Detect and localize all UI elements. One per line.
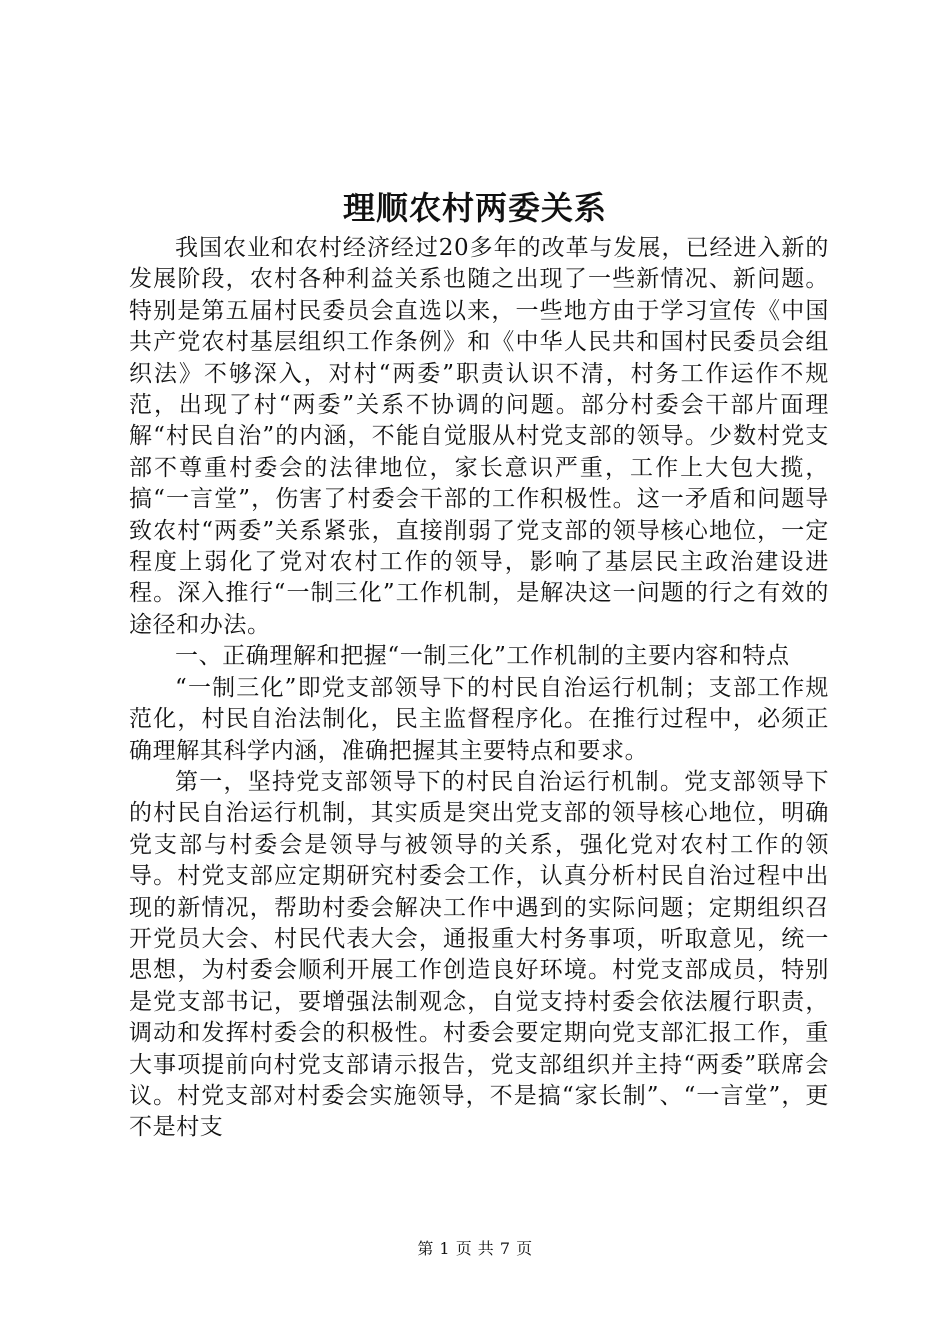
document-body	[129, 233, 829, 1144]
document-title: 理顺农村两委关系	[342, 189, 607, 227]
body-paragraph: 第一，坚持党支部领导下的村民自治运行机制。党支部领导下的村民自治运行机制，其实质是突出党支部的领导核心地位，明确党支部与村委会是领导与被领导的关系，强化党对农村工作的领导。村党支部应定期研究村委会工作，认真分析村民自治过程中出现的新情况，帮助村委会解决工作中遇到的实际问题；定期组织召开党员大会、村民代表大会，通报重大村务事项，听取意见，统一思想，为村委会顺利开展工作创造良好环境。村党支部成员，特别是党支部书记，要增强法制观念，自觉支持村委会依法履行职责，调动和发挥村委会的积极性。村委会要定期向党支部汇报工作，重大事项提前向村党支部请示报告，党支部组织并主持“两委”联席会议。村党支部对村委会实施领导，不是搞“家长制”、“一言堂”，更不是村支	[129, 768, 829, 1141]
body-paragraph: 我国农业和农村经济经过20多年的改革与发展，已经进入新的发展阶段，农村各种利益关系也随之出现了一些新情况、新问题。特别是第五届村民委员会直选以来，一些地方由于学习宣传《中国共产党农村基层组织工作条例》和《中华人民共和国村民委员会组织法》不够深入，对村“两委”职责认识不清，村务工作运作不规范，出现了村“两委”关系不协调的问题。部分村委会干部片面理解“村民自治”的内涵，不能自觉服从村党支部的领导。少数村党支部不尊重村委会的法律地位，家长意识严重，工作上大包大揽，搞“一言堂”，伤害了村委会干部的工作积极性。这一矛盾和问题导致农村“两委”关系紧张，直接削弱了党支部的领导核心地位，一定程度上弱化了党对农村工作的领导，影响了基层民主政治建设进程。深入推行“一制三化”工作机制，是解决这一问题的行之有效的途径和办法。	[129, 235, 829, 638]
body-paragraph: “一制三化”即党支部领导下的村民自治运行机制；支部工作规范化，村民自治法制化，民主监督程序化。在推行过程中，必须正确理解其科学内涵，准确把握其主要特点和要求。	[129, 674, 829, 764]
section-heading: 一、正确理解和把握“一制三化”工作机制的主要内容和特点	[175, 643, 790, 670]
page-number-footer: 第 1 页 共 7 页	[417, 1239, 533, 1258]
